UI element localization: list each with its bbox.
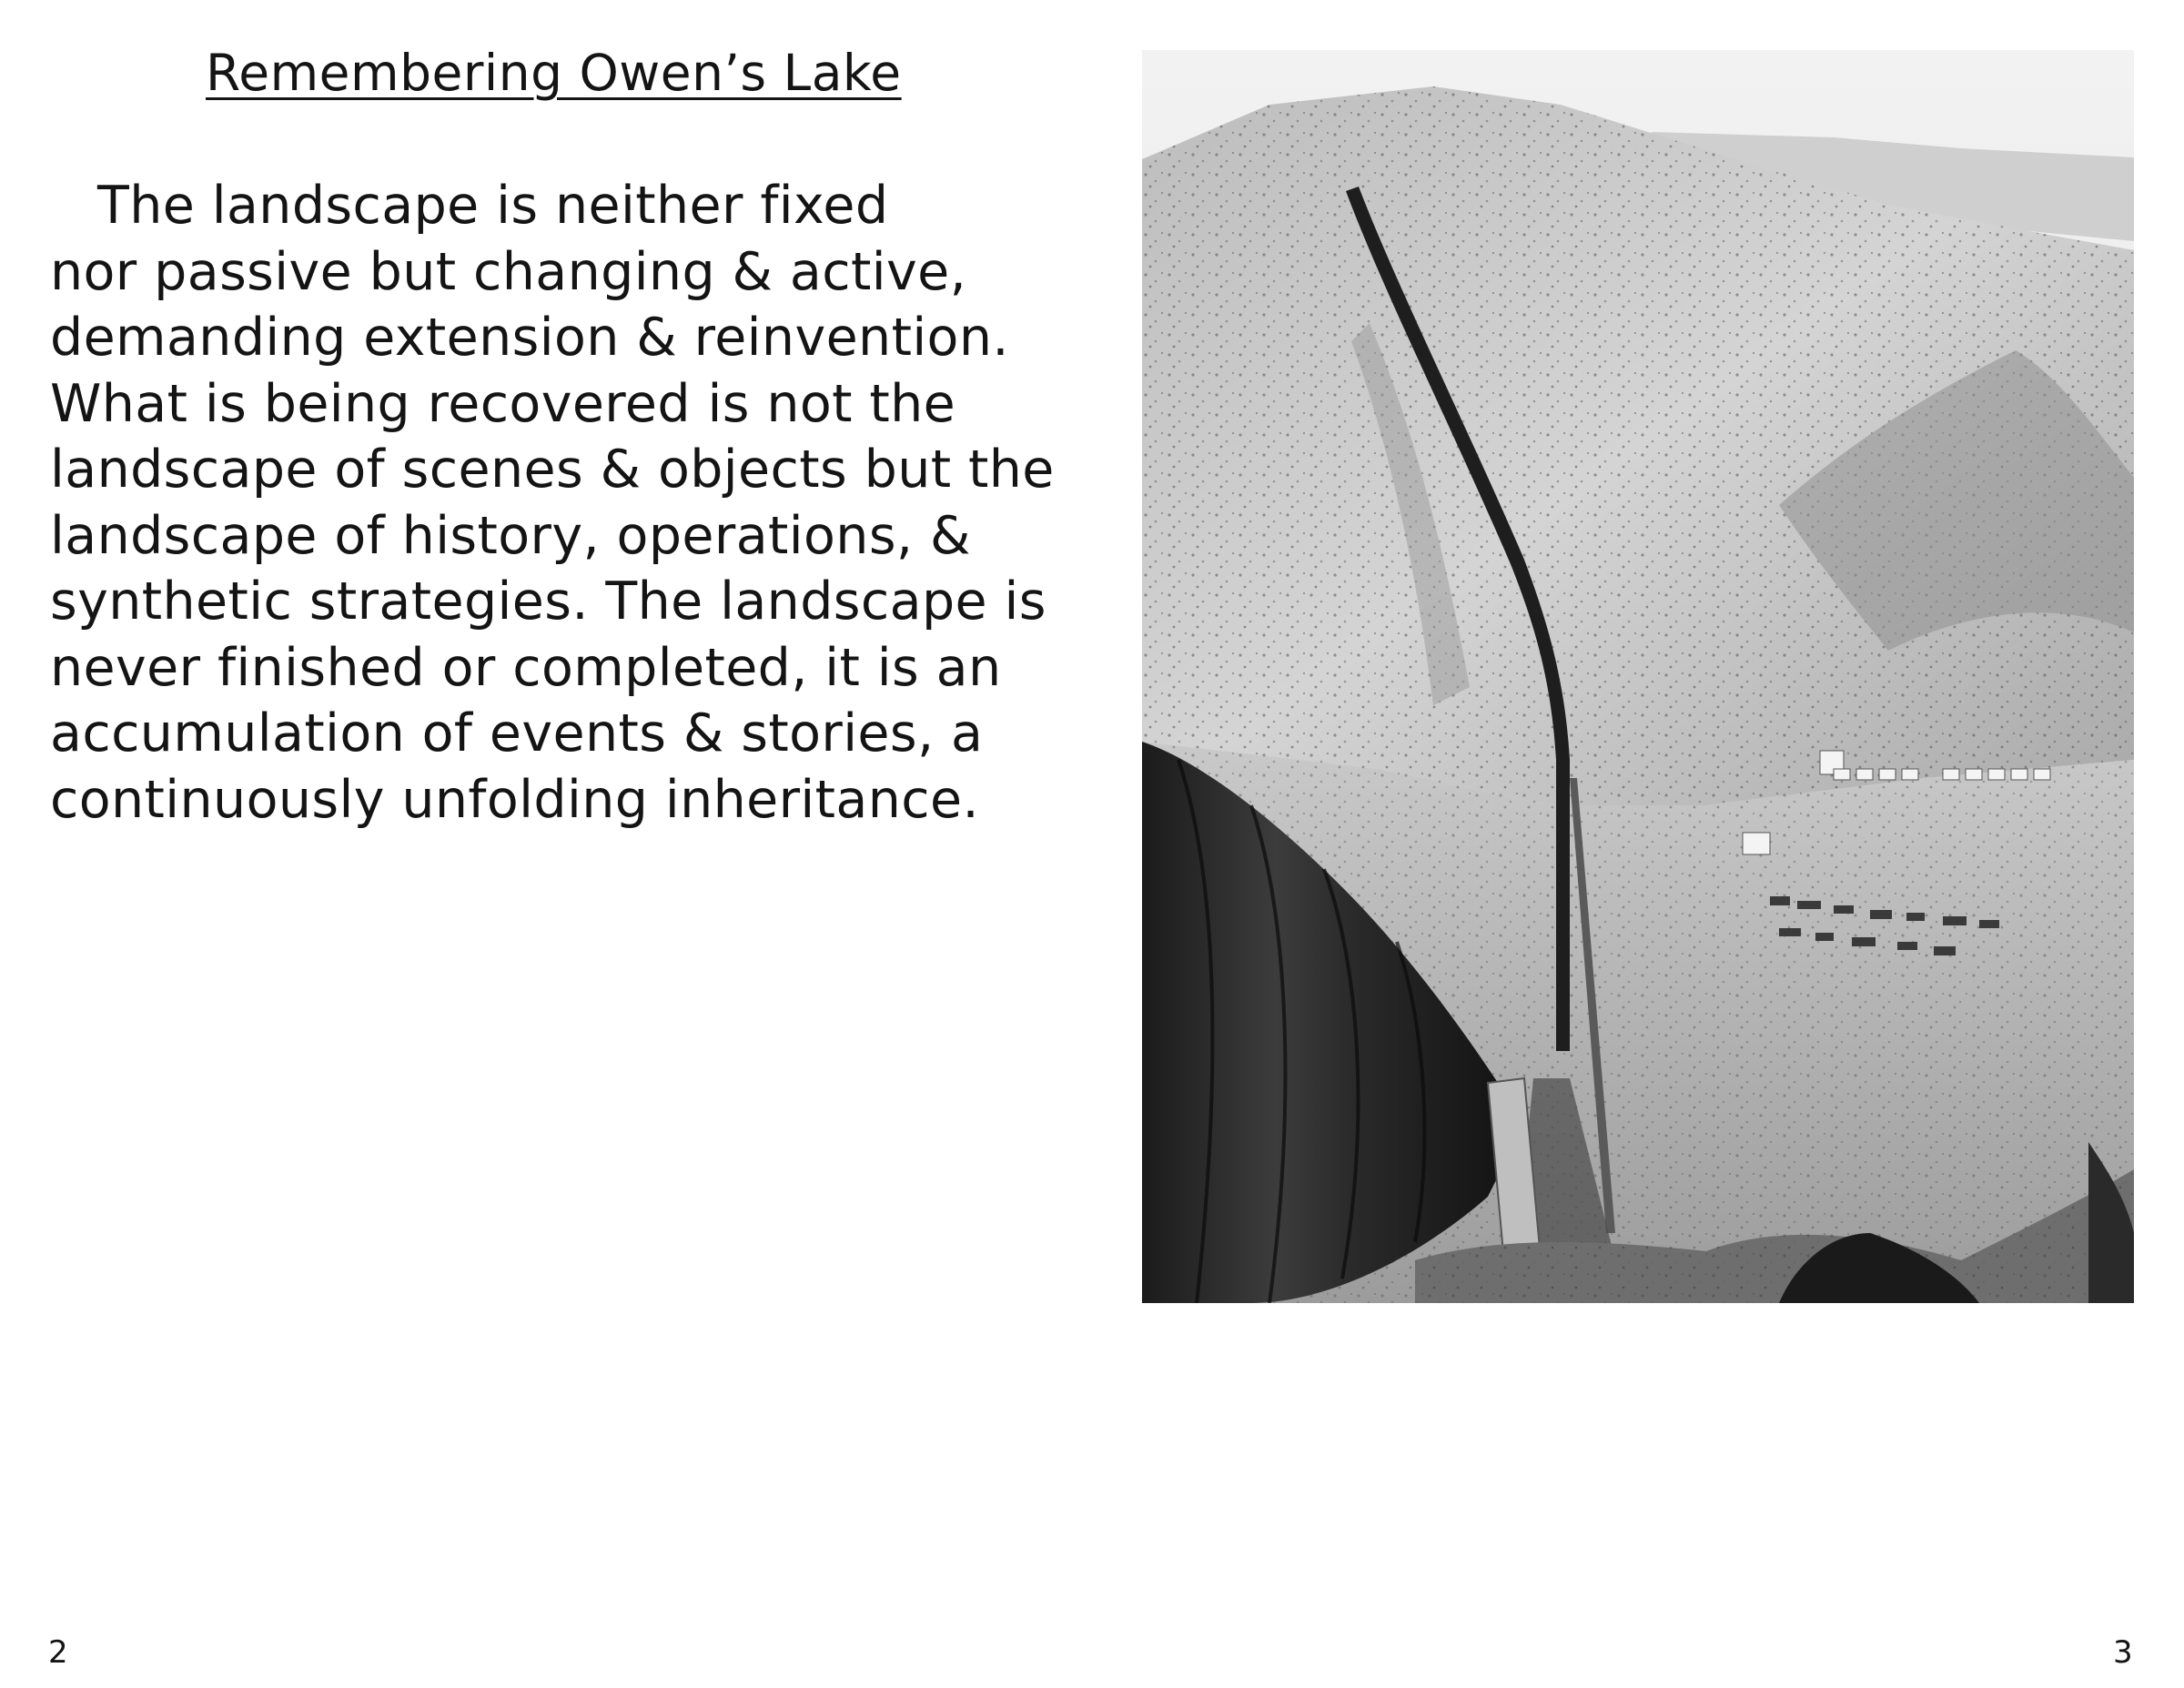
paragraph-line: demanding extension & reinvention. bbox=[50, 308, 1009, 368]
page-title: Remembering Owen’s Lake bbox=[206, 44, 902, 102]
photograph-image bbox=[1142, 50, 2134, 1303]
paragraph-line: The landscape is neither fixed bbox=[97, 176, 889, 236]
right-page bbox=[1092, 0, 2184, 1688]
paragraph-line: never finished or completed, it is an bbox=[50, 637, 1002, 698]
page-number-left: 2 bbox=[48, 1634, 68, 1671]
page-number-right: 3 bbox=[2113, 1634, 2133, 1671]
paragraph-line: accumulation of events & stories, a bbox=[50, 703, 984, 763]
paragraph-line: landscape of history, operations, & bbox=[50, 505, 971, 566]
paragraph-line: synthetic strategies. The landscape is bbox=[50, 571, 1046, 632]
paragraph-line: landscape of scenes & objects but the bbox=[50, 440, 1055, 500]
aqueduct-photograph bbox=[1142, 50, 2134, 1303]
paragraph-line: continuously unfolding inheritance. bbox=[50, 769, 979, 830]
paragraph-line: nor passive but changing & active, bbox=[50, 241, 967, 302]
paragraph-line: What is being recovered is not the bbox=[50, 373, 956, 434]
body-paragraph bbox=[50, 173, 1078, 833]
